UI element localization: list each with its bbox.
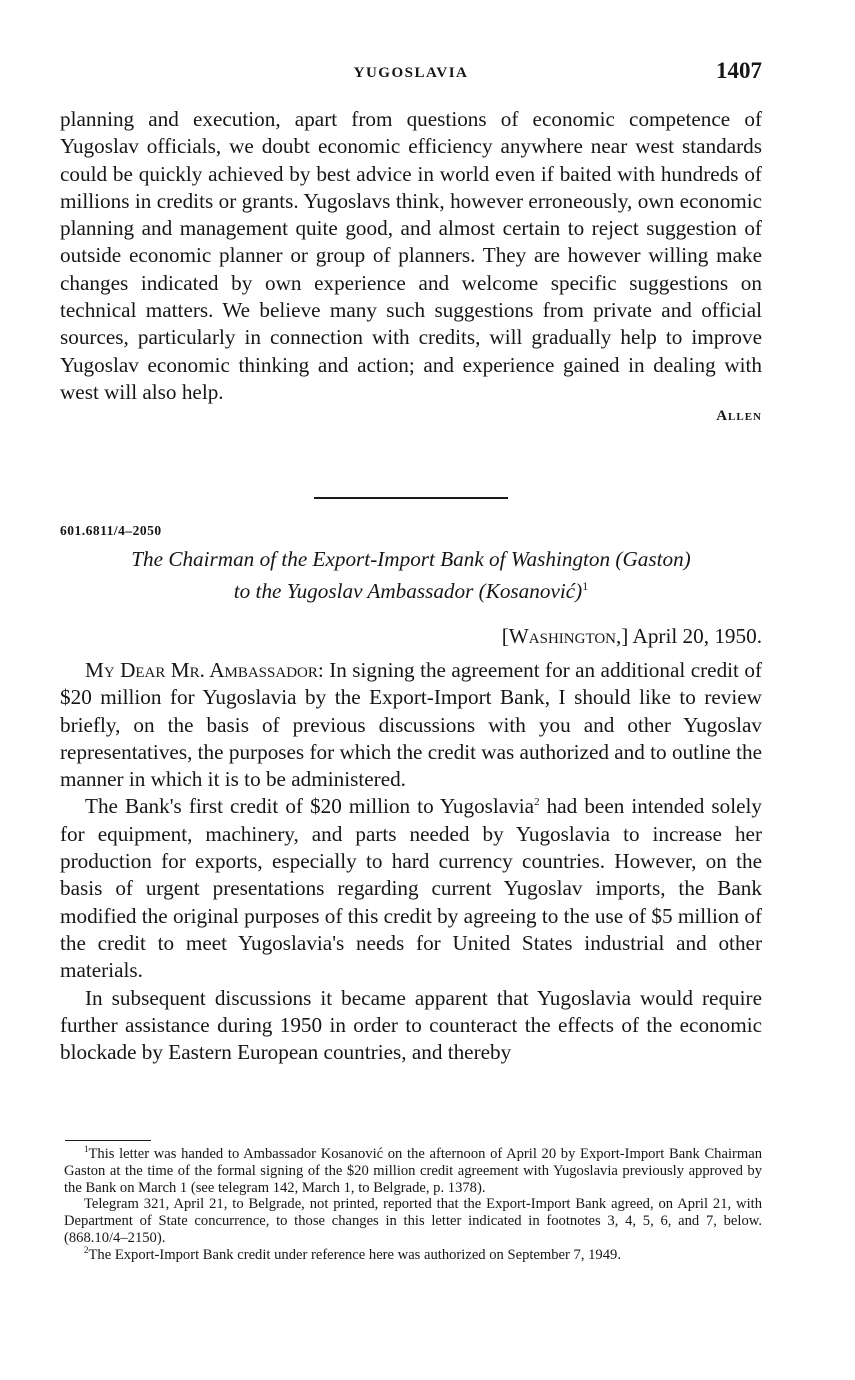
footnote-1 [64, 1146, 762, 1196]
running-head [60, 58, 762, 86]
letter-body [60, 657, 762, 1066]
letter-paragraph-3: In subsequent discussions it became apparent that Yugoslavia would require further assistance during 1950 in order to counteract the effects of the economic blockade by Eastern European countries, and thereby [60, 985, 762, 1065]
file-number: 601.6811/4–2050 [60, 523, 162, 538]
footnote-2-marker: 2 [84, 1244, 89, 1255]
dateline-date: April 20, 1950. [632, 624, 762, 648]
signature: Allen [716, 408, 762, 425]
previous-document-continuation [60, 106, 762, 425]
dateline [502, 624, 762, 649]
heading-line-2-text: to the Yugoslav Ambassador (Kosanović) [233, 579, 583, 604]
previous-document-text: planning and execution, apart from questions of economic competence of Yugoslav officials, we doubt economic efficiency anywhere near west standards could be quickly achieved by best advice in world even if baited with hundreds of millions in credits or grants. Yugoslavs think, however erroneously, own economic planning and management quite good, and almost certain to reject suggestion of outside economic planner or group of planners. They are however willing make changes indicated by own experience and welcome specific suggestions on technical matters. We believe many such suggestions from private and official sources, particularly in connection with credits, will gradually help to improve Yugoslav economic thinking and action; and experience gained in dealing with west will also help. [60, 107, 762, 404]
paragraph-1-text: In signing the agreement for an additional credit of $20 million for Yugoslavia by the Export-Import Bank, I should like to review briefly, on the basis of previous discussions with you and other Yugoslav representatives, the purposes for which the credit was authorized and to outline the manner in which it is to be administered. [60, 658, 763, 792]
footnotes [64, 1146, 762, 1264]
footnote-ref-2: 2 [534, 796, 540, 809]
salutation: My Dear Mr. Ambassador: [85, 658, 324, 682]
document-heading-line-1: The Chairman of the Export-Import Bank of Washington (Gaston) [131, 547, 691, 571]
footnote-2-text: The Export-Import Bank credit under reference here was authorized on September 7, 1949. [88, 1246, 621, 1263]
footnote-2 [64, 1244, 762, 1264]
paragraph-2-text-b: had been intended solely for equipment, machinery, and parts needed by Yugoslavia to increase her production for exports, especially to hard currency countries. However, on the basis of urgent presentations regarding current Yugoslav imports, the Bank modified the original purposes of this credit by agreeing to the use of $5 million of the credit to meet Yugoslavia's needs for United States industrial and other materials. [60, 794, 763, 983]
footnote-ref-1: 1 [582, 579, 589, 594]
page-number: 1407 [716, 58, 762, 83]
letter-paragraph-2 [60, 793, 762, 984]
footnote-divider [65, 1140, 151, 1141]
footnote-1-text: This letter was handed to Ambassador Kosanović on the afternoon of April 20 by Export-Import Bank Chairman Gaston at the time of the formal signing of the $20 million credit agreement with Yugoslavia previously approved by the Bank on March 1 (see telegram 142, March 1, to Belgrade, p. 1378). [64, 1146, 762, 1196]
dateline-place: [Washington,] [501, 624, 629, 648]
footnote-1-continuation-text: Telegram 321, April 21, to Belgrade, not printed, reported that the Export-Import Bank agreed, on April 21, with Department of State concurrence, to those changes in this letter indicated in footnotes 3, 4, 5, 6, and 7, below. (868.10/4–2150). [64, 1196, 762, 1246]
section-divider [314, 497, 508, 499]
document-heading-line-2 [60, 573, 762, 605]
running-title: YUGOSLAVIA [353, 65, 469, 81]
footnote-1-marker: 1 [84, 1144, 89, 1155]
letter-paragraph-1 [60, 657, 762, 793]
paragraph-2-text-a: The Bank's first credit of $20 million to Yugoslavia [85, 794, 535, 819]
document-heading [60, 546, 762, 606]
footnote-1-continuation [64, 1196, 762, 1246]
